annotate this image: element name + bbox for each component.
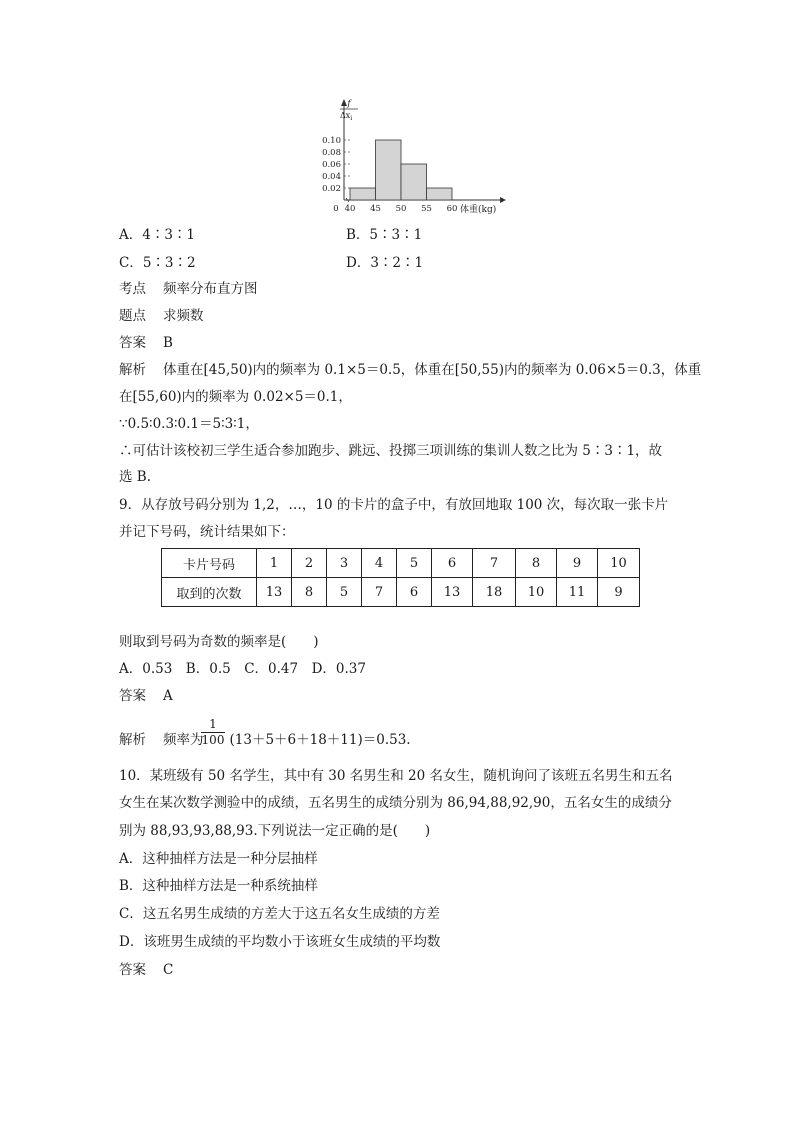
q8-option-b: B．5∶3∶1 <box>346 227 423 243</box>
answer-text: C <box>163 962 174 978</box>
answer-text: A <box>163 688 173 704</box>
q10-option-d: D．该班男生成绩的平均数小于该班女生成绩的平均数 <box>119 934 441 950</box>
table-cell: 2 <box>292 549 327 578</box>
jiexi-label: 解析 <box>119 362 146 378</box>
kaodian-text: 频率分布直方图 <box>163 281 258 297</box>
table-cell: 1 <box>257 549 292 578</box>
q10-stem-line3: 别为 88,93,93,88,93.下列说法一定正确的是( ) <box>119 823 431 839</box>
x-tick-label: 60 <box>446 204 458 214</box>
fraction-denominator: 100 <box>201 733 225 747</box>
q8-jiexi-line2: 在[55,60)内的频率为 0.02×5＝0.1， <box>119 389 352 405</box>
table-cell: 13 <box>257 578 292 607</box>
y-axis-label-bottom: $\Delta x_i$ <box>340 111 353 122</box>
y-tick-label: 0.02 <box>322 184 341 194</box>
table-cell: 5 <box>397 549 432 578</box>
table-cell: 18 <box>473 578 516 607</box>
table-cell: 5 <box>327 578 362 607</box>
table-row <box>162 578 640 607</box>
chart-bars <box>350 140 452 200</box>
x-tick-label: 0 <box>333 204 339 214</box>
table-cell: 11 <box>557 578 598 607</box>
table-cell: 10 <box>516 578 557 607</box>
answer-text: B <box>163 335 173 351</box>
table-cell: 6 <box>397 578 432 607</box>
table-cell: 7 <box>362 578 397 607</box>
q8-option-d: D．3∶2∶1 <box>346 255 424 271</box>
table-cell: 6 <box>432 549 473 578</box>
table-row <box>162 549 640 578</box>
x-axis-label: 体重(kg) <box>460 205 497 215</box>
q10-stem-line2: 女生在某次数学测验中的成绩，五名男生的成绩分别为 86,94,88,92,90，五名女生的成绩分 <box>119 795 672 811</box>
answer-label: 答案 <box>119 335 146 351</box>
q9-table <box>161 548 640 607</box>
y-tick-label: 0.06 <box>322 160 341 170</box>
q8-jiexi-line3: ∵0.5∶0.3∶0.1＝5∶3∶1， <box>119 416 259 432</box>
table-cell: 9 <box>598 578 640 607</box>
kaodian-label: 考点 <box>119 281 146 297</box>
y-tick-label: 0.10 <box>322 136 341 146</box>
q9-question: 则取到号码为奇数的频率是( ) <box>119 634 319 650</box>
q8-jiexi-line1 <box>119 360 701 380</box>
q9-stem-line2: 并记下号码，统计结果如下： <box>119 524 295 540</box>
fraction-numerator: 1 <box>201 717 225 733</box>
tidian-text: 求频数 <box>163 308 204 324</box>
y-axis-label-sub: i <box>350 115 353 122</box>
q10-stem-line1: 10．某班级有 50 名学生，其中有 30 名男生和 20 名女生，随机询问了该班五名男生和五名 <box>119 768 673 784</box>
x-axis-arrow <box>500 197 506 203</box>
q8-jiexi-line4: ∴可估计该校初三学生适合参加跑步、跳远、投掷三项训练的集训人数之比为 5∶3∶1，故 <box>119 443 663 459</box>
q8-jiexi-line5: 选 B. <box>119 469 152 485</box>
jiexi-text: 体重在[45,50)内的频率为 0.1×5＝0.5，体重在[50,55)内的频率为 0.06×5＝0.3，体重 <box>163 362 702 378</box>
table-row-header: 卡片号码 <box>162 549 257 578</box>
jiexi-pre: 频率为 <box>163 732 204 748</box>
q8-answer <box>119 333 173 353</box>
q8-option-c: C．5∶3∶2 <box>119 255 196 271</box>
q9-stem-line1: 9．从存放号码分别为 1,2，…，10 的卡片的盒子中，有放回地取 100 次，每次取一张卡片 <box>119 497 669 513</box>
table-cell: 9 <box>557 549 598 578</box>
table-cell: 3 <box>327 549 362 578</box>
q8-kaodian <box>119 279 258 299</box>
x-tick-label: 50 <box>395 204 407 214</box>
x-tick-label: 40 <box>344 204 356 214</box>
jiexi-label: 解析 <box>119 732 146 748</box>
answer-label: 答案 <box>119 688 146 704</box>
jiexi-post: (13＋5＋6＋18＋11)＝0.53. <box>229 732 411 748</box>
histogram-bar <box>350 188 376 200</box>
answer-label: 答案 <box>119 962 146 978</box>
tidian-label: 题点 <box>119 308 146 324</box>
q9-options: A．0.53 B．0.5 C．0.47 D．0.37 <box>119 661 366 677</box>
table-cell: 7 <box>473 549 516 578</box>
q10-option-c: C．这五名男生成绩的方差大于这五名女生成绩的方差 <box>119 906 440 922</box>
y-tick-label: 0.04 <box>322 172 341 182</box>
q8-option-a: A．4∶3∶1 <box>119 227 196 243</box>
q9-jiexi <box>119 730 411 750</box>
y-axis-arrow <box>341 99 347 106</box>
q10-option-b: B．这种抽样方法是一种系统抽样 <box>119 878 318 894</box>
y-axis-label-top: f <box>347 99 351 109</box>
table-row-header: 取到的次数 <box>162 578 257 607</box>
q10-answer <box>119 960 173 980</box>
table-cell: 4 <box>362 549 397 578</box>
table-cell: 8 <box>292 578 327 607</box>
x-tick-label: 45 <box>370 204 381 214</box>
histogram-bar <box>401 164 427 200</box>
table-cell: 13 <box>432 578 473 607</box>
table-cell: 10 <box>598 549 640 578</box>
y-tick-label: 0.08 <box>322 148 341 158</box>
table-cell: 8 <box>516 549 557 578</box>
q8-tidian <box>119 306 204 326</box>
histogram-bar <box>376 140 402 200</box>
histogram-bar <box>427 188 453 200</box>
q10-option-a: A．这种抽样方法是一种分层抽样 <box>119 851 318 867</box>
frequency-histogram <box>310 94 510 218</box>
q9-answer <box>119 686 173 706</box>
x-tick-label: 55 <box>421 204 432 214</box>
